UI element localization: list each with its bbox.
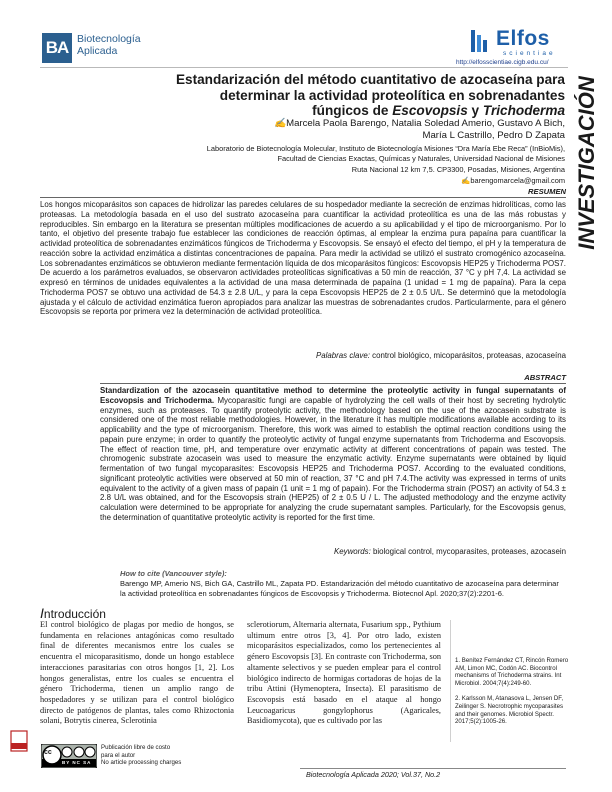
margin-references <box>455 657 570 734</box>
corresponding-email <box>40 176 565 185</box>
affiliation-line-3: Ruta Nacional 12 km 7,5. CP3300, Posadas, Misiones, Argentina <box>351 164 565 174</box>
title-line-3 <box>40 103 565 119</box>
resumen-rule <box>40 197 566 198</box>
pdf-icon <box>10 730 28 752</box>
title-line-1: Estandarización del método cuantitativo de azocaseína para <box>175 72 565 87</box>
article-title <box>40 72 565 119</box>
affiliation-line-1: Laboratorio de Biotecnología Molecular, Instituto de Biotecnología Misiones “Dra María Ebe Reca” (InBioMis), <box>206 144 565 153</box>
authors-line-1-text: Marcela Paola Barengo, Natalia Soledad Amerio, Gustavo A Bich, <box>286 118 565 129</box>
author-pen-icon: ✍ <box>274 118 287 129</box>
abstract-text <box>100 386 566 523</box>
elfos-logo-icon <box>468 28 492 54</box>
affiliation-line-2: Facultad de Ciencias Exactas, Químicas y Naturales, Universidad Nacional de Misiones <box>277 154 565 164</box>
cc-badge-text: BY NC SA <box>62 760 92 765</box>
section-label <box>568 78 606 248</box>
email-pen-icon: ✍ <box>461 176 471 185</box>
abstract-rule <box>100 383 566 384</box>
resumen-text: Los hongos micoparásitos son capaces de hidrolizar las paredes celulares de su hospedador mediante la secreción de enzimas hidrolíticas, como las proteasas. La metodología basada en el uso del sustrato azocaseína para cuantificar la actividad proteolítica es una de las más robustas y reproducibles. Sin embargo en la literatura se presentan múltiples modificaciones de acuerdo a su aplicabilidad y el tipo de microorganismo. Por lo tanto, el objetivo del presente trabajo fue establecer las condiciones de reacción óptimas, al emplear la enzima pura papaína para cuantificar la actividad proteolítica de sobrenadantes enzimáticos fúngicos de Trichoderma y Escovopsis. Se ensayó el efecto del tiempo, el pH y la temperatura de reacción sobre la actividad enzimática a distintas concentraciones de papaína. Para medir la actividad se utilizó el sustrato cromogénico azocaseína. Los sobrenadantes enzimáticos se obtuvieron mediante fermentación líquida de dos micoparásitos fúngicos: Escovopsis HEP25 y Trichoderma POS7. De acuerdo a los parámetros evaluados, se observaron actividades proteolíticas significativas a 50 min de reacción, 37 °C y pH 7,4. La actividad se expresó en términos de unidades equivalentes a la actividad de una masa determinada de papaína (1 unidad = 1 mg de papaína). Para la cepa Trichoderma POS7 se obtuvo una actividad de 54.3 ± 2.8 U/L, y para la cepa Escovopsis HEP25 de 2 ± 0.5 U/L. Se determinó que la metodología ajustada y el cálculo de actividad enzimática fueron apropiados para analizar las muestras de sobrenadantes crudos. Particularmente, para el género Escovopsis se reporta por primera vez la determinación de actividad proteolítica. <box>40 200 566 317</box>
journal-logo: BA <box>42 33 72 63</box>
journal-name-line1: Biotecnología <box>77 33 141 45</box>
abstract-keywords <box>100 547 566 556</box>
margin-divider <box>450 620 451 742</box>
intro-heading-initial: I <box>40 605 44 621</box>
authors-line-1 <box>40 118 565 130</box>
license-text <box>101 744 181 767</box>
section-label-text: INVESTIGACIÓN <box>574 76 599 250</box>
resumen-keywords <box>40 351 566 360</box>
intro-column-2: sclerotiorum, Alternaria alternata, Fusarium spp., Pythium ultimum entre otros [3, 4]. Por otro lado, existen micoparásitos especializados, como los pertenecientes al género Escovopsis [3]. En contraste con Trichoderma, son altamente selectivos y se pueden emplear para el control biológico indirecto de hormigas cortadoras de hojas de la tribu Attini (Hymenoptera, Insecta). El parasitismo de Escovopsis está basado en el ataque al hongo Leucoagaricus gongylophorus (Agaricales, Basidiomycota), que es cultivado por las <box>247 620 441 726</box>
resumen-keywords-values: control biológico, micoparásitos, proteasas, azocaseína <box>369 351 566 360</box>
license-line-3: No article processing charges <box>101 759 182 767</box>
title-line-3-text: fúngicos de <box>312 103 393 118</box>
reference-item: 1. Benítez Fernández CT, Rincón Romero AM, Limon MC, Codón AC. Biocontrol mechanisms of Trichoderma strains. Int Microbiol. 2004;7(4):249-60. <box>455 657 569 687</box>
journal-name <box>77 33 141 57</box>
header-divider <box>40 67 568 68</box>
citation-block <box>120 569 566 598</box>
publisher-name: Elfos <box>496 27 550 50</box>
intro-column-1: El control biológico de plagas por medio de hongos, se fundamenta en relaciones antagónicas como resultado final de diferentes mecanismos entre los cuales se encuentra el micoparasitismo, donde un hongo establece interacciones parasitarias con otros hongos [1, 2]. Los hongos generalistas, entre los cuales se encuentra el género Trichoderma, tienen un amplio rango de hospedadores y se utilizan para el control biológico directo de patógenos de plantas, tales como Rhizoctonia solani, Botrytis cinerea, Sclerotinia <box>40 620 234 726</box>
affiliation <box>40 144 565 175</box>
citation-text: Barengo MP, Amerio NS, Bich GA, Castrillo ML, Zapata PD. Estandarización del método cuantitativo de azocaseína para determinar la actividad proteolítica en sobrenadantes fúngicos de Escovopsis y Trichoderma. Biotecnol Apl. 2020;37(2):2201-6. <box>120 578 559 598</box>
resumen-heading: RESUMEN <box>528 187 566 196</box>
journal-issue: Biotecnología Aplicada 2020; Vol.37, No.2 <box>306 770 441 779</box>
cc-logo-letters: cc <box>44 749 52 756</box>
title-line-2: determinar la actividad proteolítica en sobrenadantes <box>219 87 565 103</box>
footer-rule <box>300 768 566 769</box>
license-line-2: para el autor <box>101 751 136 759</box>
license-line-1: Publicación libre de costo <box>101 744 171 751</box>
intro-heading-rest: ntroducción <box>43 607 106 621</box>
title-genus-1: Escovopsis <box>392 103 468 118</box>
abstract-title: Standardization of the azocasein quantitative method to determine the proteolytic activity in fungal supernatants of Escovopsis and Trichoderma. <box>100 386 566 405</box>
email-link[interactable]: barengomarcela@gmail.com <box>470 176 565 185</box>
title-conjunction: y <box>467 103 483 118</box>
title-genus-2: Trichoderma <box>482 103 565 118</box>
publisher-subtitle: scientiae <box>503 50 556 57</box>
journal-name-line2: Aplicada <box>77 45 118 57</box>
abstract-heading: ABSTRACT <box>524 373 566 382</box>
citation-heading: How to cite (Vancouver style): <box>120 569 227 578</box>
abstract-keywords-values: biological control, mycoparasites, proteases, azocasein <box>370 547 566 556</box>
reference-item: 2. Karlsson M, Atanasova L, Jensen DF, Zeilinger S. Necrotrophic mycoparasites and their genomes. Microbiol Spectr. 2017;5(2):1005-26. <box>455 695 564 726</box>
abstract-body: Mycoparasitic fungi are capable of hydrolyzing the cell walls of their host by secreting hydrolytic enzymes, such as proteases. To quantify proteolytic activity, the methodology based on the use of the azocasein substrate is considered one of the most reliable methodologies. However, in the literature it has multiple modifications available according to its applicability and the type of microorganism. Therefore, this work was aimed to establish the optimal reaction conditions using the papain pure enzyme; in order to quantify the proteolytic activity of fungal enzyme supernatants from Trichoderma and Escovopsis. The effect of reaction time, pH, and temperature over enzymatic activity at different concentrations of papain was tested. The chromogenic substrate azocasein was used to measure the enzymatic activity. Enzyme supernatants were obtained by liquid fermentation of two fungal mycoparasites: Escovopsis HEP25 and Trichoderma POS7. According to the evaluated conditions, significant proteolytic activities were observed at 50 min of reaction, 37 °C and pH 7.4.The activity was expressed in terms of units equivalent to the activity of a given mass of papain (1 unit = 1 mg of papain). For the Trichoderma strain (POS7) an activity of 54.3 ± 2.8 U/L was obtained, and for the Escovopsis strain (HEP25) of 2 ± 0.5 U / L. The adjusted methodology and the enzyme activity calculation were determined to be appropriate for analyzing the crude supernatant samples. Particularly, for the Escovopsis genus, the determination of quantitative proteolytic activity is reported for the first time. <box>100 395 566 522</box>
resumen-keywords-label: Palabras clave: <box>315 351 370 360</box>
publisher-url-link[interactable]: http://elfosscientiae.cigb.edu.cu/ <box>456 59 549 66</box>
intro-heading <box>40 605 106 621</box>
authors-line-2: María L Castrillo, Pedro D Zapata <box>422 130 565 141</box>
abstract-keywords-label: Keywords: <box>333 547 371 556</box>
author-list <box>40 118 565 142</box>
